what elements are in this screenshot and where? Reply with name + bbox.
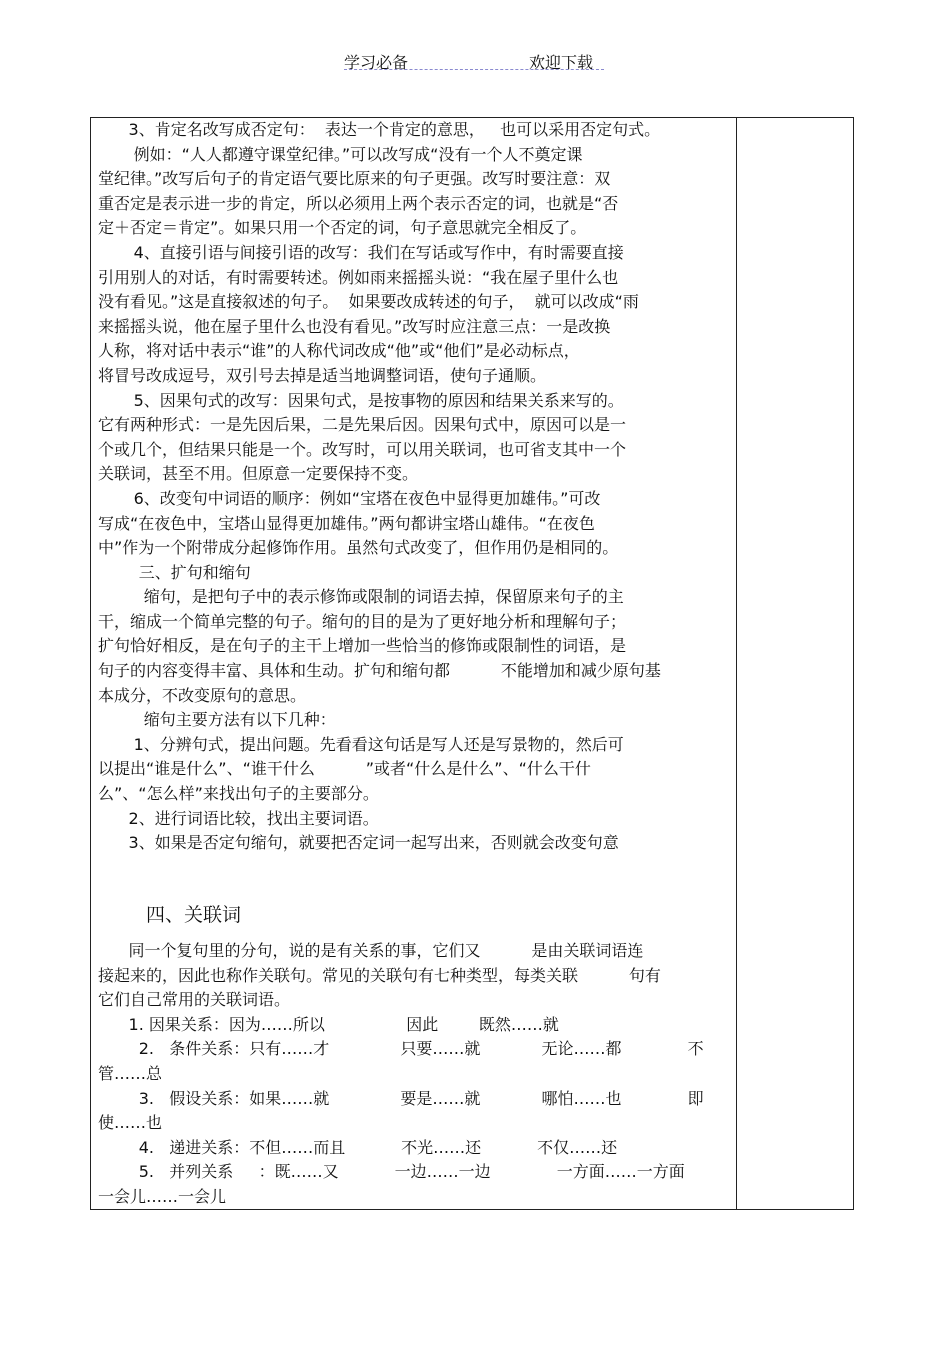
text-line: 重否定是表示进一步的肯定，所以必须用上两个表示否定的词，也就是“否 xyxy=(98,193,619,213)
text-line: 中”作为一个附带成分起修饰作用。虽然句式改变了，但作用仍是相同的。 xyxy=(98,538,619,558)
text-line: 定＋否定＝肯定”。如果只用一个否定的词，句子意思就完全相反了。 xyxy=(98,218,587,238)
text-line: 同一个复句里的分句，说的是有关系的事，它们又 是由关联词语连 xyxy=(98,941,644,960)
text-line: 接起来的，因此也称作关联句。常见的关联句有七种类型，每类关联 句有 xyxy=(98,965,661,985)
text-line: 2、进行词语比较，找出主要词语。 xyxy=(98,808,379,828)
table-column-divider xyxy=(736,117,737,1210)
text-line: 2. 条件关系：只有……才 只要……就 无论……都 不 xyxy=(98,1039,704,1059)
text-line: 3、肯定名改写成否定句： 表达一个肯定的意思， 也可以采用否定句式。 xyxy=(98,120,661,139)
text-line: 关联词，甚至不用。但原意一定要保持不变。 xyxy=(98,464,419,484)
text-line: 管……总 xyxy=(98,1063,163,1083)
text-line: 5、因果句式的改写：因果句式，是按事物的原因和结果关系来写的。 xyxy=(98,390,624,410)
text-line: 1、分辨句式，提出问题。先看看这句话是写人还是写景物的，然后可 xyxy=(98,734,624,754)
text-line: 以提出“谁是什么”、“谁干什么 ”或者“什么是什么”、“什么干什 xyxy=(98,759,591,779)
text-line: 6、改变句中词语的顺序：例如“宝塔在夜色中显得更加雄伟。”可改 xyxy=(98,488,601,508)
text-line: 写成“在夜色中，宝塔山显得更加雄伟。”两句都讲宝塔山雄伟。“在夜色 xyxy=(98,513,595,533)
text-line: 人称，将对话中表示“谁”的人称代词改成“他”或“他们”是必动标点， xyxy=(98,341,580,361)
text-line: 3. 假设关系：如果……就 要是……就 哪怕……也 即 xyxy=(98,1088,704,1108)
text-line: 本成分，不改变原句的意思。 xyxy=(98,685,307,705)
text-line: 么”、“怎么样”来找出句子的主要部分。 xyxy=(98,784,379,804)
text-line: 句子的内容变得丰富、具体和生动。扩句和缩句都 不能增加和减少原句基 xyxy=(98,661,661,681)
text-line: 引用别人的对话，有时需要转述。例如雨来摇摇头说：“我在屋子里什么也 xyxy=(98,267,619,287)
text-line: 三、扩句和缩句 xyxy=(98,562,251,582)
text-line: 干，缩成一个简单完整的句子。缩句的目的是为了更好地分析和理解句子； xyxy=(98,611,627,631)
text-line: 扩句恰好相反，是在句子的主干上增加一些恰当的修饰或限制性的词语，是 xyxy=(98,636,627,656)
text-line: 将冒号改成逗号，双引号去掉是适当地调整词语，使句子通顺。 xyxy=(98,365,547,385)
text-line: 堂纪律。”改写后句子的肯定语气要比原来的句子更强。改写时要注意：双 xyxy=(98,169,611,189)
text-line: 缩句，是把句子中的表示修饰或限制的词语去掉，保留原来句子的主 xyxy=(98,587,624,607)
text-line: 使……也 xyxy=(98,1113,163,1133)
header-dashed-underline xyxy=(344,69,604,70)
text-line: 没有看见。”这是直接叙述的句子。 如果要改成转述的句子， 就可以改成“雨 xyxy=(98,292,639,312)
text-line: 5. 并列关系 ：既……又 一边……一边 一方面……一方面 xyxy=(98,1162,685,1182)
text-line: 4. 递进关系：不但……而且 不光……还 不仅……还 xyxy=(98,1137,618,1157)
text-line: 3、如果是否定句缩句，就要把否定词一起写出来，否则就会改变句意 xyxy=(98,833,619,853)
text-line: 它有两种形式：一是先因后果，二是先果后因。因果句式中，原因可以是一 xyxy=(98,415,627,435)
text-line: 个或几个，但结果只能是一个。改写时，可以用关联词，也可省支其中一个 xyxy=(98,439,627,459)
header-right-text: 欢迎下载 xyxy=(529,53,594,72)
conjunction-text-block xyxy=(98,939,730,1210)
text-line: 它们自己常用的关联词语。 xyxy=(98,990,291,1010)
text-line: 缩句主要方法有以下几种： xyxy=(98,710,336,730)
text-line: 4、直接引语与间接引语的改写：我们在写话或写作中，有时需要直接 xyxy=(98,242,624,262)
body-text-block xyxy=(98,118,730,856)
text-line: 来摇摇头说，他在屋子里什么也没有看见。”改写时应注意三点：一是改换 xyxy=(98,316,611,336)
text-line: 1. 因果关系：因为……所以 因此 既然……就 xyxy=(98,1014,559,1034)
text-line: 例如：“人人都遵守课堂纪律。”可以改写成“没有一个人不奠定课 xyxy=(98,144,583,164)
header-left-text: 学习必备 xyxy=(344,53,409,72)
text-line: 一会儿……一会儿 xyxy=(98,1186,227,1206)
page-header xyxy=(0,50,950,74)
section-4-title: 四、关联词 xyxy=(146,904,242,926)
